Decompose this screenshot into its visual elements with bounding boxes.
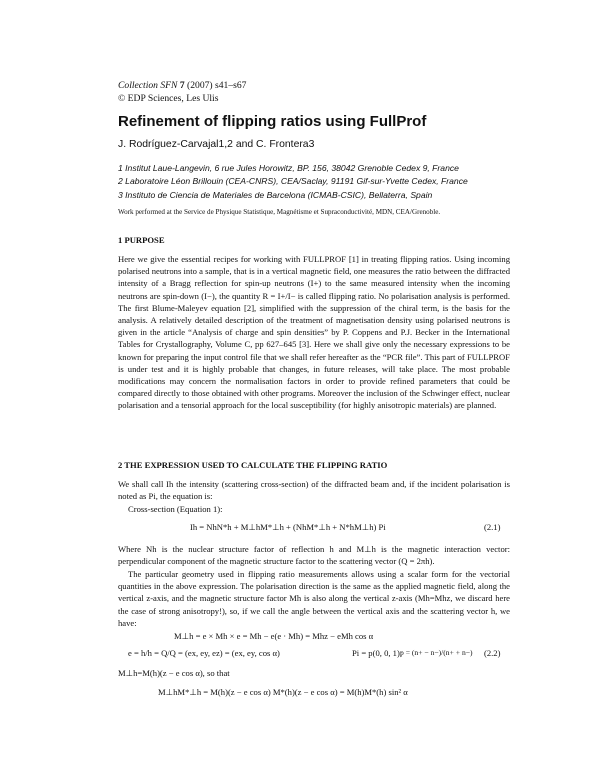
equation-2-2-number: (2.2) [484, 648, 501, 658]
journal-name: Collection SFN [118, 80, 178, 91]
section-heading-flipping-ratio: 2 THE EXPRESSION USED TO CALCULATE THE FLIPPING RATIO [118, 460, 388, 470]
geometry-paragraph: The particular geometry used in flipping ratio measurements allows using a scalar form for the vectorial quantities in the above expression. The polarisation direction is the same as the applied magnetic field, along the vertical z-axis, and the magnetic structure factor Mh is also along the vertical z-axis (Mh=Mhz, we discard here the case of strong anisotropy!), so, if we call the angle between the vertical axis and the scattering vector h, we have: [118, 569, 510, 628]
equation-2-1-number: (2.1) [484, 522, 501, 532]
affiliation-2: 2 Laboratoire Léon Brillouin (CEA-CNRS), CEA/Saclay, 91191 Gif-sur-Yvette Cedex, France [118, 176, 468, 187]
equation-2-2-p-definition: p = (n+ − n−)/(n+ + n−) [400, 648, 473, 657]
equation-2-2-polarisation: Pi = p(0, 0, 1); [352, 648, 403, 658]
section-heading-purpose: 1 PURPOSE [118, 235, 165, 245]
copyright-line: © EDP Sciences, Les Ulis [118, 93, 219, 104]
journal-year-pages: (2007) s41–s67 [187, 80, 247, 91]
where-paragraph: Where Nh is the nuclear structure factor of reflection h and M⊥h is the magnetic interaction vector: perpendicular component of the magnetic structure factor to the scattering vector (Q = 2πh). [118, 544, 510, 567]
equation-2-1: Ih = NhN*h + M⊥hM*⊥h + (NhM*⊥h + N*hM⊥h) Pi [190, 522, 386, 532]
paper-title: Refinement of flipping ratios using FullProf [118, 113, 427, 130]
work-note: Work performed at the Service de Physique Statistique, Magnétisme et Supraconductivité, MDN, CEA/Grenoble. [118, 208, 441, 216]
affiliation-list [118, 162, 468, 202]
journal-header [118, 79, 246, 105]
cross-section-label: Cross-section (Equation 1): [128, 504, 223, 514]
author-list: J. Rodríguez-Carvajal1,2 and C. Frontera3 [118, 139, 315, 150]
intro-paragraph: We shall call Ih the intensity (scattering cross-section) of the diffracted beam and, if the incident polarisation is noted as Pi, the equation is: [118, 479, 510, 502]
equation-2-2-line-2: e = h/h = Q/Q = (ex, ey, ez) = (ex, ey, cos α) [128, 648, 280, 658]
affiliation-3: 3 Instituto de Ciencia de Materiales de Barcelona (ICMAB-CSIC), Bellaterra, Spain [118, 189, 433, 200]
affiliation-1: 1 Institut Laue-Langevin, 6 rue Jules Horowitz, BP. 156, 38042 Grenoble Cedex 9, France [118, 163, 459, 173]
purpose-paragraph: Here we give the essential recipes for working with FULLPROF [1] in treating flipping ratios. Using incoming polarised neutrons into a sample, that is in a vertical magnetic field, one measures the ratio between the diffracted intensity of a Bragg reflection for spin-up neutrons (I+) to the same measured intensity when the incoming neutrons are spin-down (I−), the quantity R = I+/I− is called flipping ratio. No polarisation analysis is performed. The first Blume-Maleyev equation [2], simplified with the suppression of the chiral term, is the basis for the analysis. A relatively detailed description of the treatment of magnetisation density using polarised neutrons is given in the article “Analysis of charge and spin densities” by P. Coppens and P.J. Becker in the International Tables for Crystallography, Volume C, pp 627–645 [3]. Here we shall give only the necessary expressions to be known for preparing the input control file that we shall refer hereafter as the “PCR file”. This part of FULLPROF is under test and it is highly probable that changes, in future releases, will take place. The most probable modifications may concern the normalisation factors in order to provide refined parameters that could be compared directly to those obtained with other programs. Moreover the inclusion of the Schwinger effect, nuclear polarisation and a tensorial approach for the local susceptibility (for highly anisotropic materials) are planned. [118, 254, 510, 411]
so-that-line: M⊥h=M(h)(z − e cos α), so that [118, 668, 230, 678]
journal-citation [118, 79, 246, 92]
journal-volume: 7 [179, 80, 185, 91]
equation-2-3: M⊥hM*⊥h = M(h)(z − e cos α) M*(h)(z − e cos α) = M(h)M*(h) sin² α [158, 687, 408, 697]
equation-2-2-line-1: M⊥h = e × Mh × e = Mh − e(e · Mh) = Mhz − eMh cos α [174, 631, 374, 641]
